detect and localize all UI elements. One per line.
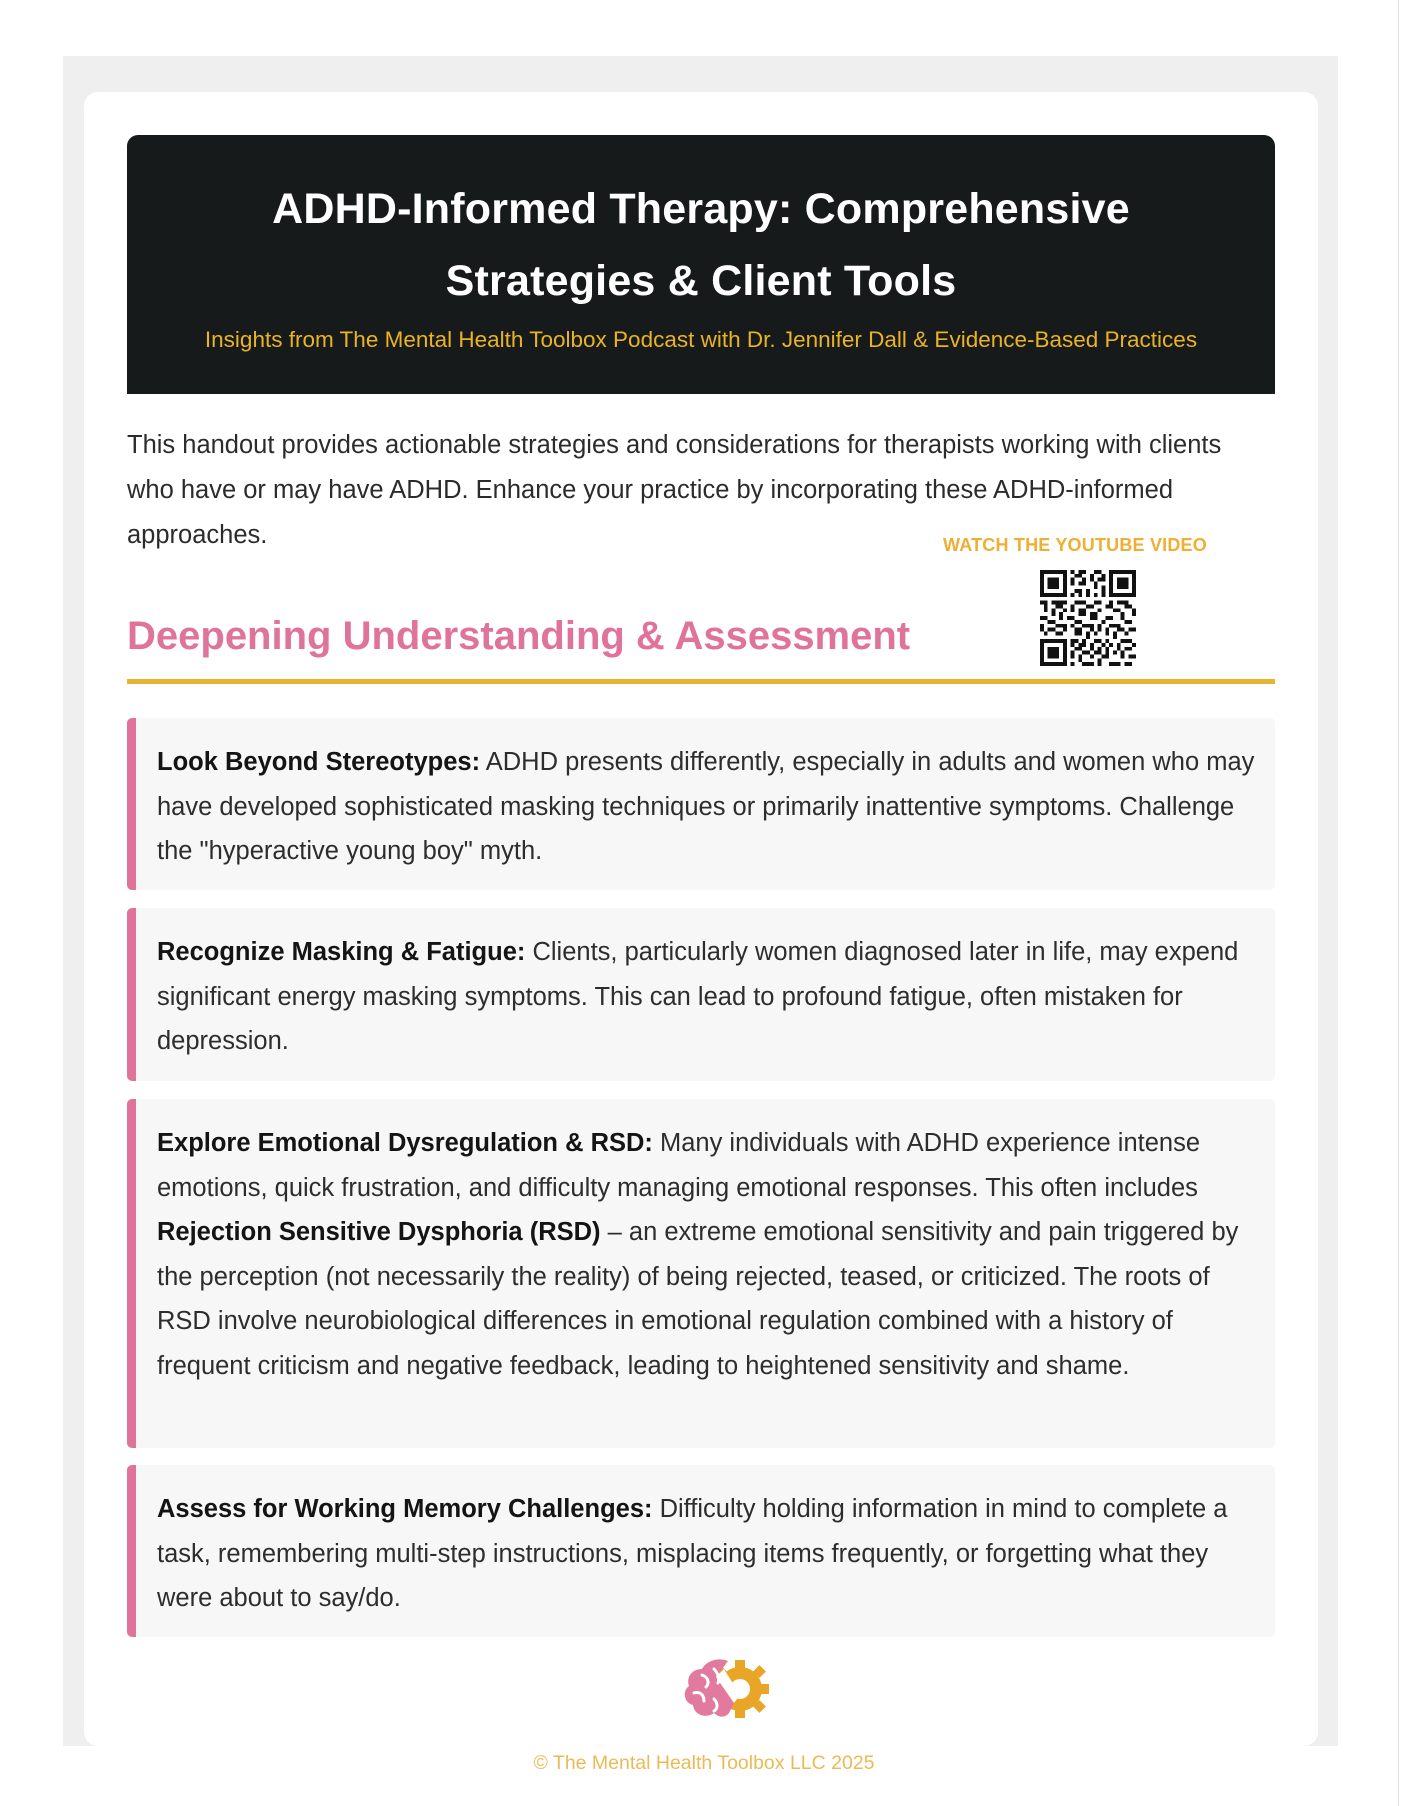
tip-text: Clients, particularly women diagnosed later in life, may expend significant energy masking symptoms. This can lead to profound fatigue, often mistaken for depression. — [157, 938, 1239, 1055]
tip-card-working-memory — [127, 1465, 1275, 1637]
page-subtitle: Insights from The Mental Health Toolbox Podcast with Dr. Jennifer Dall & Evidence-Based Practices — [204, 327, 1198, 352]
intro-paragraph: This handout provides actionable strategies and considerations for therapists working with clients who have or may have ADHD. Enhance your practice by incorporating these ADHD-informed approaches. — [127, 431, 1222, 549]
tip-heading: Recognize Masking & Fatigue: — [157, 938, 526, 966]
scrollbar-edge — [1398, 0, 1399, 1806]
page-title — [127, 173, 1275, 317]
youtube-video-label: WATCH THE YOUTUBE VIDEO — [943, 535, 1207, 555]
page-title-line-2: Strategies & Client Tools — [445, 257, 957, 305]
tip-heading: Assess for Working Memory Challenges: — [157, 1495, 653, 1523]
header-banner — [127, 135, 1275, 394]
tip-text: Difficulty holding information in mind to complete a task, remembering multi-step instructions, misplacing items frequently, or forgetting what they were about to say/do. — [157, 1495, 1228, 1612]
tip-heading: Look Beyond Stereotypes: — [157, 748, 481, 776]
brain-gear-logo-icon — [680, 1655, 776, 1723]
tip-emphasis: Rejection Sensitive Dysphoria (RSD) — [157, 1218, 601, 1246]
tip-card-rsd — [127, 1099, 1275, 1448]
footer-copyright: © The Mental Health Toolbox LLC 2025 — [533, 1752, 875, 1774]
tip-text-continued: – an extreme emotional sensitivity and pain triggered by the perception (not necessarily the reality) of being rejected, teased, or criticized. The roots of RSD involve neurobiological differences in emotional regulation combined with a history of frequent criticism and negative feedback, leading to heightened sensitivity and shame. — [157, 1218, 1239, 1380]
qr-code-icon[interactable] — [1040, 570, 1136, 666]
tip-text: Many individuals with ADHD experience intense emotions, quick frustration, and difficulty managing emotional responses. This often includes — [157, 1129, 1201, 1202]
page-title-line-1: ADHD-Informed Therapy: Comprehensive — [272, 185, 1130, 233]
tip-card-stereotypes — [127, 718, 1275, 890]
tip-card-masking — [127, 908, 1275, 1081]
section-divider — [127, 679, 1275, 684]
tip-text: ADHD presents differently, especially in adults and women who may have developed sophisticated masking techniques or primarily inattentive symptoms. Challenge the "hyperactive young boy" myth. — [157, 748, 1255, 865]
section-title: Deepening Understanding & Assessment — [127, 614, 911, 658]
tip-heading: Explore Emotional Dysregulation & RSD: — [157, 1129, 653, 1157]
